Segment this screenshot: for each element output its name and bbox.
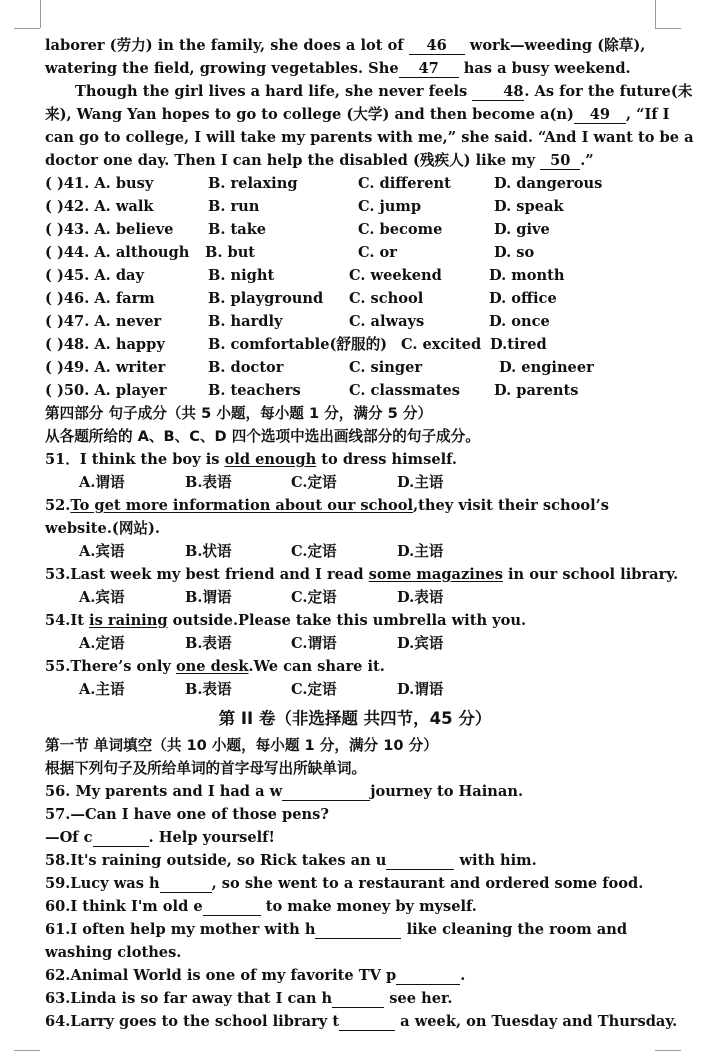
document-page bbox=[45, 34, 694, 1033]
volume-2-title: 第 II 卷（非选择题 共四节，45 分） bbox=[218, 709, 492, 728]
section-1-instruction: 根据下列句子及所给单词的首字母写出所缺单词。 bbox=[45, 760, 367, 777]
option-row-42: ( )42. A. walk B. run C. jump D. speak bbox=[45, 198, 564, 215]
passage-line-2: watering the field, growing vegetables. She 47 has a busy weekend. bbox=[45, 60, 631, 77]
option-row-41: ( )41. A. busy B. relaxing C. different D. dangerous bbox=[45, 175, 603, 192]
question-51: 51．I think the boy is old enough to dress himself. bbox=[45, 451, 458, 468]
question-63: 63.Linda is so far away that I can h see her. bbox=[45, 990, 453, 1007]
question-57: 57.—Can I have one of those pens? bbox=[45, 806, 329, 823]
crop-mark-top-left-h bbox=[14, 28, 40, 29]
question-53-options: A.宾语 B.谓语 C.定语 D.表语 bbox=[79, 589, 444, 606]
option-row-46: ( )46. A. farm B. playground C. school D. office bbox=[45, 290, 557, 307]
question-54: 54.It is raining outside.Please take this umbrella with you. bbox=[45, 612, 527, 629]
passage-line-3: Though the girl lives a hard life, she never feels 48. As for the future(未 bbox=[75, 83, 693, 100]
question-55: 55.There’s only one desk.We can share it. bbox=[45, 658, 385, 675]
option-row-43: ( )43. A. believe B. take C. become D. give bbox=[45, 221, 550, 238]
crop-mark-top-left-v bbox=[40, 0, 41, 28]
passage-line-1: laborer (劳力) in the family, she does a lot of 46 work—weeding (除草), bbox=[45, 37, 646, 54]
question-59: 59.Lucy was h , so she went to a restaurant and ordered some food. bbox=[45, 875, 644, 892]
question-52: 52.To get more information about our school,they visit their school’s website.(网站). bbox=[45, 497, 609, 537]
options-list bbox=[45, 172, 665, 402]
blank-61 bbox=[315, 921, 401, 939]
blank-63 bbox=[332, 990, 384, 1008]
blank-59 bbox=[160, 875, 212, 893]
blank-47: 47 bbox=[399, 60, 459, 78]
section-1-title: 第一节 单词填空（共 10 小题，每小题 1 分，满分 10 分） bbox=[45, 737, 438, 754]
option-row-49: ( )49. A. writer B. doctor C. singer D. engineer bbox=[45, 359, 594, 376]
blank-50: 50 bbox=[540, 152, 580, 170]
question-56: 56. My parents and I had a w journey to Hainan. bbox=[45, 783, 524, 800]
passage-line-4: 来), Wang Yan hopes to go to college (大学) and then become a(n) 49 , “If I bbox=[45, 106, 670, 123]
passage-line-5: can go to college, I will take my parents with me,” she said. “And I want to be a bbox=[45, 129, 694, 146]
blank-56 bbox=[282, 783, 370, 801]
blank-48: 48 bbox=[472, 83, 524, 101]
crop-mark-top-right-v bbox=[655, 0, 656, 28]
blank-64 bbox=[339, 1013, 395, 1031]
part4-instruction: 从各题所给的 A、B、C、D 四个选项中选出画线部分的句子成分。 bbox=[45, 428, 480, 445]
question-51-options: A.谓语 B.表语 C.定语 D.主语 bbox=[79, 474, 444, 491]
question-58: 58.It's raining outside, so Rick takes an u with him. bbox=[45, 852, 537, 869]
question-52-options: A.宾语 B.状语 C.定语 D.主语 bbox=[79, 543, 444, 560]
passage-line-6: doctor one day. Then I can help the disabled (残疾人) like my 50 .” bbox=[45, 152, 594, 169]
option-row-45: ( )45. A. day B. night C. weekend D. month bbox=[45, 267, 565, 284]
option-row-50: ( )50. A. player B. teachers C. classmates D. parents bbox=[45, 382, 579, 399]
blank-57 bbox=[93, 829, 149, 847]
question-62: 62.Animal World is one of my favorite TV p . bbox=[45, 967, 466, 984]
option-row-48: ( )48. A. happy B. comfortable(舒服的) C. excited D.tired bbox=[45, 336, 547, 353]
question-60: 60.I think I'm old e to make money by myself. bbox=[45, 898, 477, 915]
question-55-options: A.主语 B.表语 C.定语 D.谓语 bbox=[79, 681, 444, 698]
question-53: 53.Last week my best friend and I read some magazines in our school library. bbox=[45, 566, 679, 583]
blank-62 bbox=[396, 967, 460, 985]
question-64: 64.Larry goes to the school library t a week, on Tuesday and Thursday. bbox=[45, 1013, 678, 1030]
blank-60 bbox=[203, 898, 261, 916]
question-57-answer: —Of c . Help yourself! bbox=[45, 829, 275, 846]
question-54-options: A.定语 B.表语 C.谓语 D.宾语 bbox=[79, 635, 444, 652]
crop-mark-bottom-left-h bbox=[14, 1050, 40, 1051]
blank-58 bbox=[386, 852, 454, 870]
crop-mark-top-right-h bbox=[655, 28, 681, 29]
blank-49: 49 bbox=[574, 106, 626, 124]
part4-title: 第四部分 句子成分（共 5 小题，每小题 1 分，满分 5 分） bbox=[45, 405, 433, 422]
option-row-44: ( )44. A. although B. but C. or D. so bbox=[45, 244, 535, 261]
question-61: 61.I often help my mother with h like cleaning the room and washing clothes. bbox=[45, 921, 628, 961]
option-row-47: ( )47. A. never B. hardly C. always D. once bbox=[45, 313, 550, 330]
crop-mark-bottom-right-h bbox=[655, 1050, 681, 1051]
blank-46: 46 bbox=[409, 37, 465, 55]
